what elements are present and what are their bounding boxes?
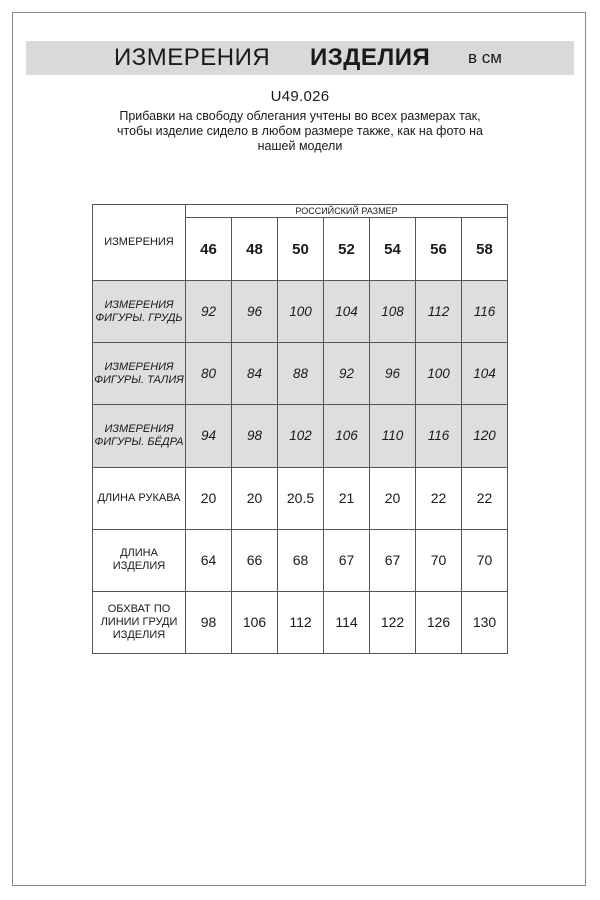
row-label-line: ОБХВАТ ПО	[107, 602, 171, 615]
table-cell: 21	[324, 467, 370, 529]
size-group-label: РОССИЙСКИЙ РАЗМЕР	[186, 205, 508, 218]
table-cell: 94	[186, 405, 232, 467]
size-table	[92, 204, 508, 654]
size-header-cell: 52	[324, 218, 370, 281]
row-label-line: ИЗМЕРЕНИЯ	[104, 422, 174, 435]
title-banner	[26, 41, 574, 75]
table-cell: 120	[462, 405, 508, 467]
table-cell: 122	[370, 591, 416, 653]
row-label-line: ИЗМЕРЕНИЯ	[104, 298, 174, 311]
table-cell: 108	[370, 281, 416, 343]
table-cell: 112	[278, 591, 324, 653]
row-label-line: ДЛИНА ИЗДЕЛИЯ	[112, 547, 166, 573]
row-label-line: ЛИНИИ ГРУДИ	[100, 615, 178, 628]
table-cell: 100	[416, 343, 462, 405]
row-label	[93, 405, 186, 467]
table-row-waist-figure	[93, 343, 508, 405]
table-cell: 130	[462, 591, 508, 653]
table-cell: 116	[416, 405, 462, 467]
table-cell: 20	[186, 467, 232, 529]
table-cell: 84	[232, 343, 278, 405]
table-cell: 110	[370, 405, 416, 467]
table-cell: 104	[324, 281, 370, 343]
table-cell: 114	[324, 591, 370, 653]
size-header-cell: 48	[232, 218, 278, 281]
table-cell: 92	[324, 343, 370, 405]
row-label	[93, 529, 186, 591]
table-row-chest-figure	[93, 281, 508, 343]
table-cell: 104	[462, 343, 508, 405]
table-cell: 96	[370, 343, 416, 405]
fit-note-line: Прибавки на свободу облегания учтены во всех размерах так,	[119, 109, 481, 123]
size-header-cell: 46	[186, 218, 232, 281]
fit-note-line: чтобы изделие сидело в любом размере также, как на фото на	[117, 124, 483, 138]
size-header-cell: 54	[370, 218, 416, 281]
table-cell: 70	[462, 529, 508, 591]
table-cell: 106	[324, 405, 370, 467]
table-cell: 68	[278, 529, 324, 591]
row-label-line: ИЗДЕЛИЯ	[112, 628, 166, 641]
table-cell: 64	[186, 529, 232, 591]
size-header-cell: 50	[278, 218, 324, 281]
row-label-line: ФИГУРЫ. ТАЛИЯ	[94, 373, 184, 386]
row-label-line: ИЗМЕРЕНИЯ	[104, 360, 174, 373]
table-cell: 98	[232, 405, 278, 467]
table-cell: 126	[416, 591, 462, 653]
title-measurements: ИЗМЕРЕНИЯ	[114, 44, 271, 71]
table-cell: 80	[186, 343, 232, 405]
size-header-cell: 58	[462, 218, 508, 281]
size-header-row	[93, 205, 508, 218]
fit-note	[0, 109, 600, 154]
table-cell: 98	[186, 591, 232, 653]
table-cell: 20.5	[278, 467, 324, 529]
row-label-line: ФИГУРЫ. БЁДРА	[94, 435, 184, 448]
table-cell: 92	[186, 281, 232, 343]
table-row-chest-garment	[93, 591, 508, 653]
title-unit: в см	[468, 48, 502, 67]
table-row-sleeve-length	[93, 467, 508, 529]
table-cell: 66	[232, 529, 278, 591]
table-cell: 67	[324, 529, 370, 591]
table-cell: 22	[416, 467, 462, 529]
table-row-hips-figure	[93, 405, 508, 467]
corner-label: ИЗМЕРЕНИЯ	[93, 205, 186, 281]
size-header-cell: 56	[416, 218, 462, 281]
table-cell: 96	[232, 281, 278, 343]
table-cell: 20	[370, 467, 416, 529]
table-cell: 22	[462, 467, 508, 529]
table-cell: 67	[370, 529, 416, 591]
size-table-body	[93, 205, 508, 654]
row-label-line: ФИГУРЫ. ГРУДЬ	[95, 311, 183, 324]
table-cell: 88	[278, 343, 324, 405]
fit-note-line: нашей модели	[257, 139, 343, 153]
table-cell: 102	[278, 405, 324, 467]
title-product: ИЗДЕЛИЯ	[310, 44, 431, 71]
row-label	[93, 467, 186, 529]
product-code: U49.026	[270, 88, 330, 105]
row-label	[93, 343, 186, 405]
table-cell: 70	[416, 529, 462, 591]
table-cell: 106	[232, 591, 278, 653]
table-cell: 20	[232, 467, 278, 529]
table-cell: 112	[416, 281, 462, 343]
row-label-line: ДЛИНА РУКАВА	[97, 491, 181, 504]
row-label	[93, 591, 186, 653]
table-row-garment-length	[93, 529, 508, 591]
table-cell: 100	[278, 281, 324, 343]
table-cell: 116	[462, 281, 508, 343]
row-label	[93, 281, 186, 343]
